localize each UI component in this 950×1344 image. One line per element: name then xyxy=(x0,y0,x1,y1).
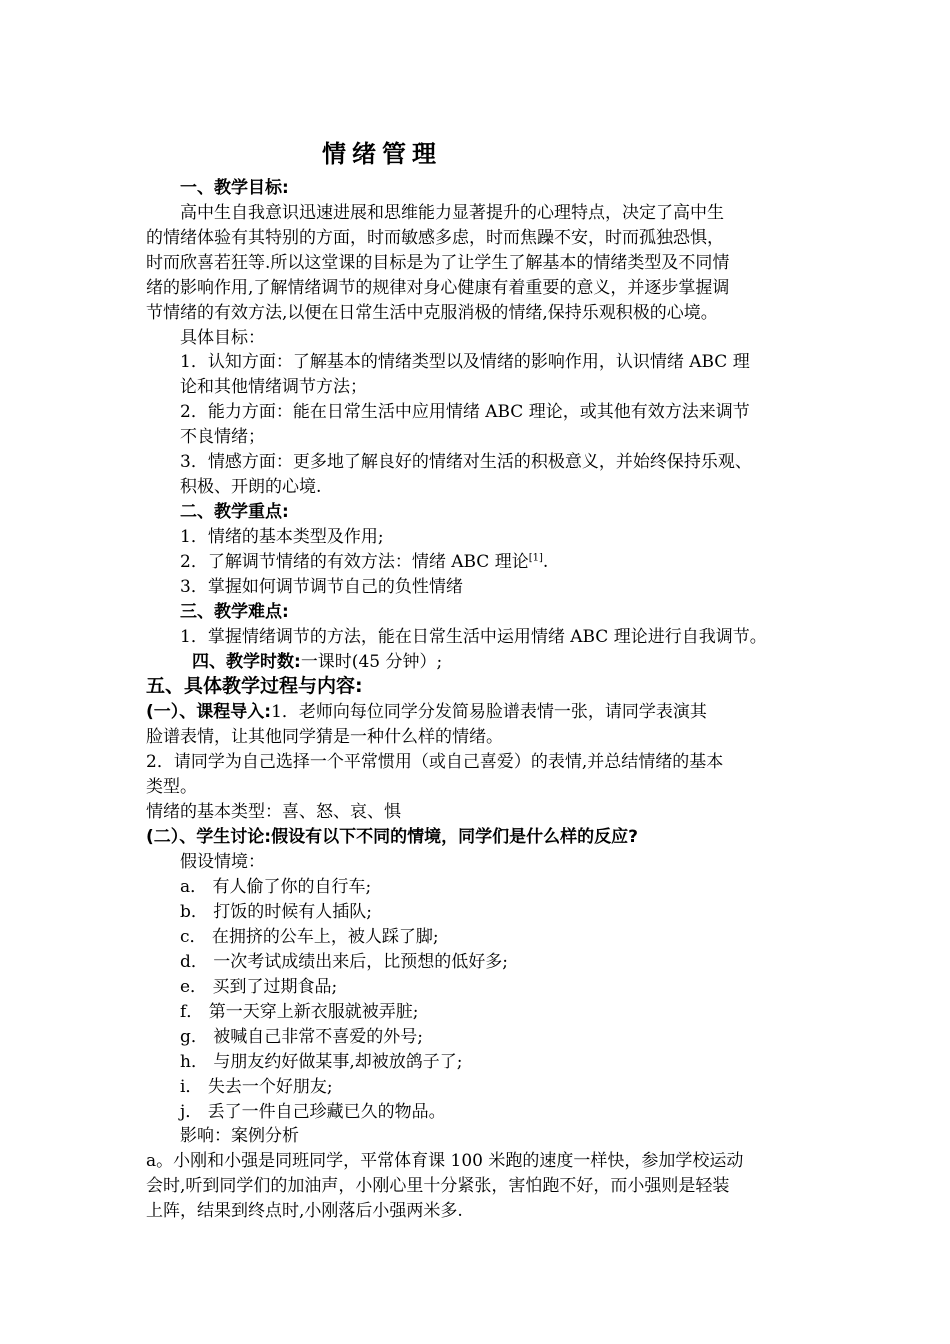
scenario-item: g． 被喊自己非常不喜爱的外号; xyxy=(180,1027,424,1047)
scenario-item: d． 一次考试成绩出来后，比预想的低好多; xyxy=(180,952,509,972)
scenario-label: 假设情境： xyxy=(180,852,265,872)
difficulty-item: 1．掌握情绪调节的方法，能在日常生活中运用情绪 ABC 理论进行自我调节。 xyxy=(180,627,767,647)
intro-line: 类型。 xyxy=(146,777,197,797)
case-line: 上阵，结果到终点时,小刚落后小强两米多. xyxy=(146,1201,463,1221)
goal-line: 论和其他情绪调节方法； xyxy=(180,377,367,397)
key-point-item xyxy=(180,550,548,574)
intro-line: 脸谱表情，让其他同学猜是一种什么样的情绪。 xyxy=(146,727,503,747)
goal-line: 3．情感方面：更多地了解良好的情绪对生活的积极意义，并始终保持乐观、 xyxy=(180,452,752,472)
key-point-text: 2．了解调节情绪的有效方法：情绪 ABC 理论 xyxy=(180,552,529,572)
scenario-item: a． 有人偷了你的自行车; xyxy=(180,877,372,897)
paragraph-line: 时而欣喜若狂等.所以这堂课的目标是为了让学生了解基本的情绪类型及不同情 xyxy=(146,253,730,273)
section-heading-difficulties: 三、教学难点: xyxy=(180,602,289,622)
class-hours-value: 一课时(45 分钟）; xyxy=(300,652,443,672)
key-point-item: 3．掌握如何调节调节自己的负性情绪 xyxy=(180,577,463,597)
influence-label: 影响：案例分析 xyxy=(180,1126,299,1146)
section-heading-hours: 四、教学时数: xyxy=(192,652,301,672)
case-line: a。小刚和小强是同班同学，平常体育课 100 米跑的速度一样快，参加学校运动 xyxy=(146,1151,744,1171)
scenario-item: j． 丢了一件自己珍藏已久的物品。 xyxy=(180,1102,446,1122)
paragraph-line: 的情绪体验有其特别的方面，时而敏感多虑，时而焦躁不安，时而孤独恐惧， xyxy=(146,228,724,248)
key-point-tail: . xyxy=(542,552,549,572)
page-title: 情绪管理 xyxy=(322,140,442,168)
part2-heading: (二）、学生讨论: xyxy=(146,827,272,847)
discussion-question: 假设有以下不同的情境，同学们是什么样的反应? xyxy=(271,827,638,847)
scenario-item: i． 失去一个好朋友; xyxy=(180,1077,333,1097)
emotion-types-line: 情绪的基本类型：喜、怒、哀、惧 xyxy=(146,802,401,822)
scenario-item: c． 在拥挤的公车上，被人踩了脚; xyxy=(180,927,439,947)
scenario-item: b． 打饭的时候有人插队; xyxy=(180,902,373,922)
paragraph-line: 绪的影响作用,了解情绪调节的规律对身心健康有着重要的意义，并逐步掌握调 xyxy=(146,278,730,298)
goal-line: 2．能力方面：能在日常生活中应用情绪 ABC 理论，或其他有效方法来调节 xyxy=(180,402,750,422)
scenario-item: f． 第一天穿上新衣服就被弄脏; xyxy=(180,1002,419,1022)
intro-line: 2．请同学为自己选择一个平常惯用（或自己喜爱）的表情,并总结情绪的基本 xyxy=(146,752,724,772)
scenario-item: e． 买到了过期食品; xyxy=(180,977,338,997)
goal-line: 积极、开朗的心境. xyxy=(180,477,322,497)
section-heading-objectives: 一、教学目标: xyxy=(180,178,289,198)
discussion-line xyxy=(146,825,638,849)
key-point-item: 1．情绪的基本类型及作用; xyxy=(180,527,384,547)
paragraph-line: 节情绪的有效方法,以便在日常生活中克服消极的情绪,保持乐观积极的心境。 xyxy=(146,303,718,323)
reference-mark: [1] xyxy=(528,552,543,564)
goal-line: 不良情绪； xyxy=(180,427,265,447)
intro-line xyxy=(146,700,707,724)
part1-heading: (一）、课程导入: xyxy=(146,702,272,722)
class-hours-line xyxy=(192,650,442,674)
paragraph-line: 高中生自我意识迅速进展和思维能力显著提升的心理特点，决定了高中生 xyxy=(180,203,724,223)
intro-text: 1．老师向每位同学分发简易脸谱表情一张，请同学表演其 xyxy=(271,702,707,722)
scenario-item: h． 与朋友约好做某事,却被放鸽子了; xyxy=(180,1052,463,1072)
section-heading-process: 五、具体教学过程与内容: xyxy=(146,675,363,697)
specific-goals-label: 具体目标： xyxy=(180,328,265,348)
section-heading-key-points: 二、教学重点: xyxy=(180,502,289,522)
case-line: 会时,听到同学们的加油声，小刚心里十分紧张，害怕跑不好，而小强则是轻装 xyxy=(146,1176,730,1196)
goal-line: 1．认知方面：了解基本的情绪类型以及情绪的影响作用，认识情绪 ABC 理 xyxy=(180,352,750,372)
